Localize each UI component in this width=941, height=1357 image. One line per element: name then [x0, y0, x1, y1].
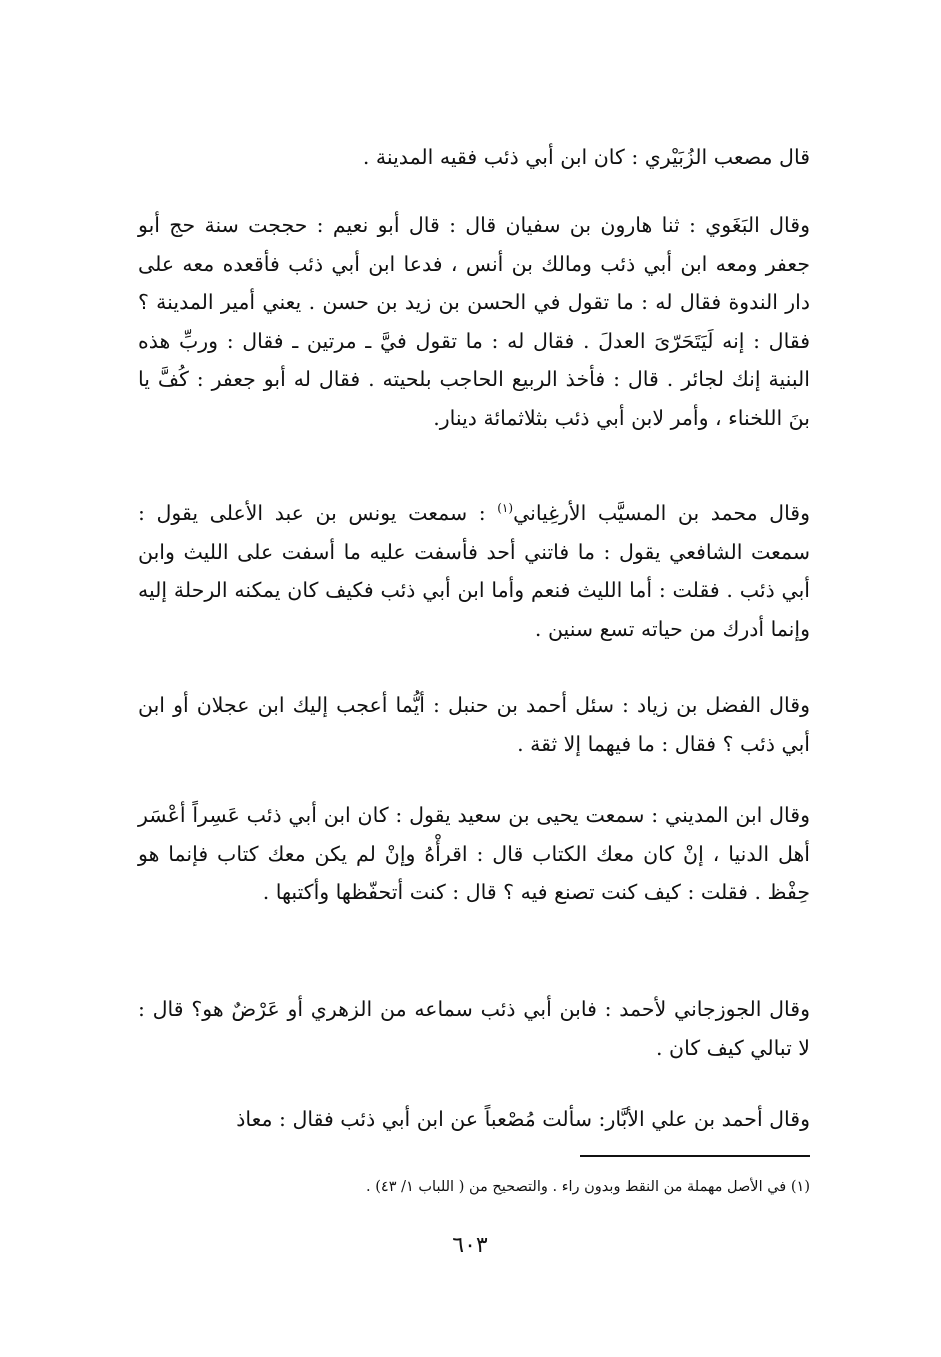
paragraph-text: [138, 494, 810, 648]
footnote-reference: (١): [497, 501, 514, 516]
paragraph-5: [138, 796, 810, 912]
paragraph-text: وقال أحمد بن علي الأبَّار: سألت مُصْعباً عن ابن أبي ذئب فقال : معاذ: [236, 1107, 810, 1131]
footnote-marker: (١): [790, 1179, 810, 1195]
paragraph-text: وقال البَغَوي : ثنا هارون بن سفيان قال : قال أبو نعيم : حججت سنة حج أبو جعفر ومعه ابن أبي ذئب ومالك بن أنس ، فدعا ابن أبي ذئب فأقعده معه على دار الندوة فقال له : ما تقول في الحسن بن زيد بن حسن . يعني أمير المدينة ؟ فقال : إنه لَيَتَحَرّىَ العدلَ . فقال له : ما تقول فيَّ ـ مرتين ـ فقال : وربِّ هذه البنية إنك لجائر . قال : فأخذ الربيع الحاجب بلحيته . فقال له أبو جعفر : كُفَّ يا بنَ اللخناء ، وأمر لابن أبي ذئب بثلاثمائة دينار.: [138, 213, 810, 430]
paragraph-text: وقال الفضل بن زياد : سئل أحمد بن حنبل : أيُّما أعجب إليك ابن عجلان أو ابن أبي ذئب ؟ فقال : ما فيهما إلا ثقة .: [138, 693, 810, 756]
page-number: ٦٠٣: [452, 1233, 488, 1258]
paragraph-2: [138, 206, 810, 437]
paragraph-7: [138, 1100, 810, 1139]
footnote-divider: [580, 1155, 810, 1157]
paragraph-text-end: : سمعت يونس بن عبد الأعلى يقول : سمعت الشافعي يقول : ما فاتني أحد فأسفت عليه ما أسفت على الليث وابن أبي ذئب . فقلت : أما الليث فنعم وأما ابن أبي ذئب فكيف كان يمكنه الرحلة إليه وإنما أدرك من حياته تسع سنين .: [138, 501, 810, 641]
paragraph-3: [138, 494, 810, 648]
footnote: [200, 1176, 810, 1198]
paragraph-1: [138, 138, 810, 177]
paragraph-6: [138, 990, 810, 1067]
paragraph-text-start: وقال محمد بن المسيَّب الأرغِياني: [513, 501, 811, 525]
footnote-text: في الأصل مهملة من النقط وبدون راء . والتصحيح من ( اللباب ١/ ٤٣) .: [366, 1179, 787, 1195]
paragraph-text: قال مصعب الزُبَيْري : كان ابن أبي ذئب فقيه المدينة .: [362, 145, 810, 169]
paragraph-4: [138, 686, 810, 763]
paragraph-text: وقال الجوزجاني لأحمد : فابن أبي ذئب سماعه من الزهري أو عَرْضٌ هو؟ قال : لا تبالي كيف كان .: [138, 997, 810, 1060]
paragraph-text: وقال ابن المديني : سمعت يحيى بن سعيد يقول : كان ابن أبي ذئب عَسِراً أعْسَر أهل الدنيا ، إنْ كان معك الكتاب قال : اقرأْهُ وإنْ لم يكن معك كتاب فإنما هو حِفْظ . فقلت : كيف كنت تصنع فيه ؟ قال : كنت أتحفّظها وأكتبها .: [138, 803, 810, 904]
